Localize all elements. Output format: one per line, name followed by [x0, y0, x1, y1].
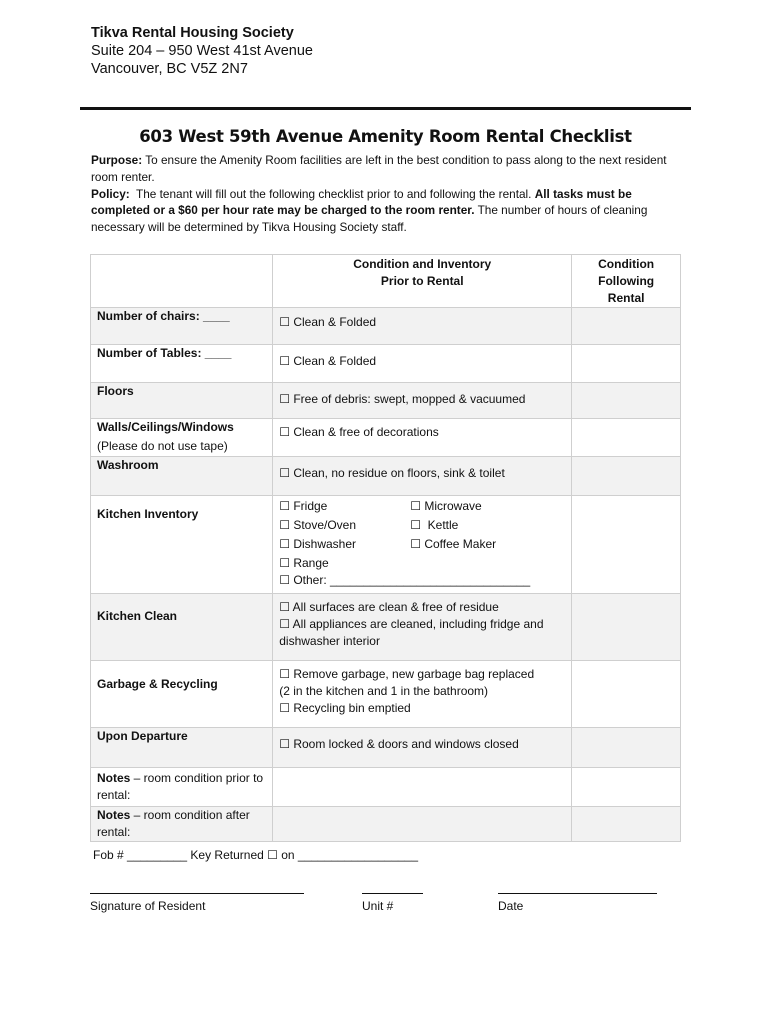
date-label: Date [498, 899, 524, 913]
walls-following-field[interactable] [572, 419, 681, 457]
dishwasher-checkbox[interactable]: ☐ Dishwasher [279, 537, 357, 551]
notes-prior-label: Notes [97, 771, 131, 785]
table-row-kitchen-inventory [91, 496, 681, 594]
appliances-checkbox[interactable]: ☐ All appliances are cleaned, including fridge and dishwasher interior [279, 617, 544, 648]
garbage-following-field[interactable] [572, 661, 681, 728]
tables-following-field[interactable] [572, 345, 681, 383]
notes-after-label: Notes [97, 808, 131, 822]
organization-name: Tikva Rental Housing Society [91, 25, 294, 41]
kitchen-clean-label: Kitchen Clean [97, 609, 178, 623]
unit-line[interactable] [362, 893, 423, 894]
row-label-cell [91, 661, 273, 728]
policy-label: Policy: [91, 186, 130, 201]
garbage-bag-note: (2 in the kitchen and 1 in the bathroom) [279, 684, 489, 698]
fridge-checkbox[interactable]: ☐ Fridge [279, 499, 328, 513]
policy-text: The tenant will fill out the following checklist prior to and following the rental. [129, 186, 535, 201]
surfaces-checkbox[interactable]: ☐ All surfaces are clean & free of residue [279, 600, 499, 614]
tables-condition[interactable]: ☐ Clean & Folded [273, 345, 572, 383]
address-line-1: Suite 204 – 950 West 41st Avenue [91, 43, 313, 59]
row-label-cell [91, 768, 273, 807]
table-row-notes-after [91, 807, 681, 842]
notes-prior-text: – room condition prior to rental: [97, 771, 264, 802]
table-row-notes-prior [91, 768, 681, 807]
table-row-tables [91, 345, 681, 383]
row-label-cell [91, 807, 273, 842]
row-label-cell [91, 457, 273, 496]
purpose-label: Purpose: [91, 153, 143, 167]
kettle-checkbox[interactable]: ☐ Kettle [410, 518, 459, 532]
row-label-cell [91, 419, 273, 457]
notes-prior-following-field[interactable] [572, 768, 681, 807]
organization-header [91, 24, 313, 78]
kitchen-inventory-cell [273, 496, 572, 594]
kitchen-inventory-following-field[interactable] [572, 496, 681, 594]
purpose-text: To ensure the Amenity Room facilities are left in the best condition to pass along to the next resident room renter. [91, 153, 667, 184]
header-blank-cell [91, 255, 273, 308]
floors-label: Floors [97, 384, 134, 398]
row-label-cell [91, 594, 273, 661]
washroom-condition[interactable]: ☐ Clean, no residue on floors, sink & toilet [273, 457, 572, 496]
signature-line[interactable] [90, 893, 304, 894]
recycling-checkbox[interactable]: ☐ Recycling bin emptied [279, 701, 411, 715]
row-label-cell [91, 308, 273, 345]
kitchen-clean-following-field[interactable] [572, 594, 681, 661]
header-prior-line1: Condition and Inventory [353, 257, 492, 271]
coffee-maker-checkbox[interactable]: ☐ Coffee Maker [410, 537, 497, 551]
washroom-following-field[interactable] [572, 457, 681, 496]
intro-text [91, 152, 686, 236]
walls-label: Walls/Ceilings/Windows [97, 420, 234, 434]
garbage-label: Garbage & Recycling [97, 677, 218, 691]
policy-tail-text: The number of hours of cleaning necessary will be determined by Tikva Housing Society staff. [91, 203, 648, 235]
table-row-kitchen-clean [91, 594, 681, 661]
address-line-2: Vancouver, BC V5Z 2N7 [91, 61, 248, 77]
table-row-garbage [91, 661, 681, 728]
garbage-cell [273, 661, 572, 728]
kitchen-inventory-label: Kitchen Inventory [97, 507, 199, 521]
page-title: 603 West 59th Avenue Amenity Room Rental Checklist [139, 127, 632, 146]
row-label-cell [91, 345, 273, 383]
other-checkbox[interactable]: ☐ Other: ______________________________ [279, 573, 531, 587]
notes-after-field[interactable] [273, 807, 572, 842]
policy-bold-text: All tasks must be completed or a $60 per hour rate may be charged to the room renter. [91, 186, 632, 218]
unit-label: Unit # [362, 899, 394, 913]
table-header-row [91, 255, 681, 308]
kitchen-clean-cell [273, 594, 572, 661]
header-prior-line2: Prior to Rental [380, 274, 464, 288]
table-row-walls [91, 419, 681, 457]
range-checkbox[interactable]: ☐ Range [279, 556, 329, 570]
date-line[interactable] [498, 893, 657, 894]
row-label-cell [91, 728, 273, 768]
table-row-floors [91, 383, 681, 419]
checklist-table [90, 254, 681, 842]
header-after-line1: Condition [598, 257, 655, 271]
walls-condition[interactable]: ☐ Clean & free of decorations [273, 419, 572, 457]
header-prior-rental [273, 255, 572, 308]
chairs-condition[interactable]: ☐ Clean & Folded [273, 308, 572, 345]
floors-following-field[interactable] [572, 383, 681, 419]
stove-oven-checkbox[interactable]: ☐ Stove/Oven [279, 518, 357, 532]
table-row-washroom [91, 457, 681, 496]
walls-note: (Please do not use tape) [97, 439, 228, 453]
garbage-bag-checkbox[interactable]: ☐ Remove garbage, new garbage bag replaced [279, 667, 535, 681]
washroom-label: Washroom [97, 458, 159, 472]
chairs-label: Number of chairs: ____ [97, 309, 230, 323]
header-following-rental [572, 255, 681, 308]
notes-after-following-field[interactable] [572, 807, 681, 842]
fob-key-line[interactable]: Fob # _________ Key Returned ☐ on __________________ [93, 848, 419, 862]
tables-label: Number of Tables: ____ [97, 346, 232, 360]
table-row-departure [91, 728, 681, 768]
row-label-cell [91, 383, 273, 419]
chairs-following-field[interactable] [572, 308, 681, 345]
row-label-cell [91, 496, 273, 594]
header-after-line2: Following Rental [598, 274, 655, 305]
header-divider [80, 107, 691, 110]
notes-after-text: – room condition after rental: [97, 808, 250, 839]
table-row-chairs [91, 308, 681, 345]
departure-condition[interactable]: ☐ Room locked & doors and windows closed [273, 728, 572, 768]
notes-prior-field[interactable] [273, 768, 572, 807]
microwave-checkbox[interactable]: ☐ Microwave [410, 499, 482, 513]
floors-condition[interactable]: ☐ Free of debris: swept, mopped & vacuumed [273, 383, 572, 419]
departure-following-field[interactable] [572, 728, 681, 768]
departure-label: Upon Departure [97, 729, 188, 743]
signature-label: Signature of Resident [90, 899, 206, 913]
